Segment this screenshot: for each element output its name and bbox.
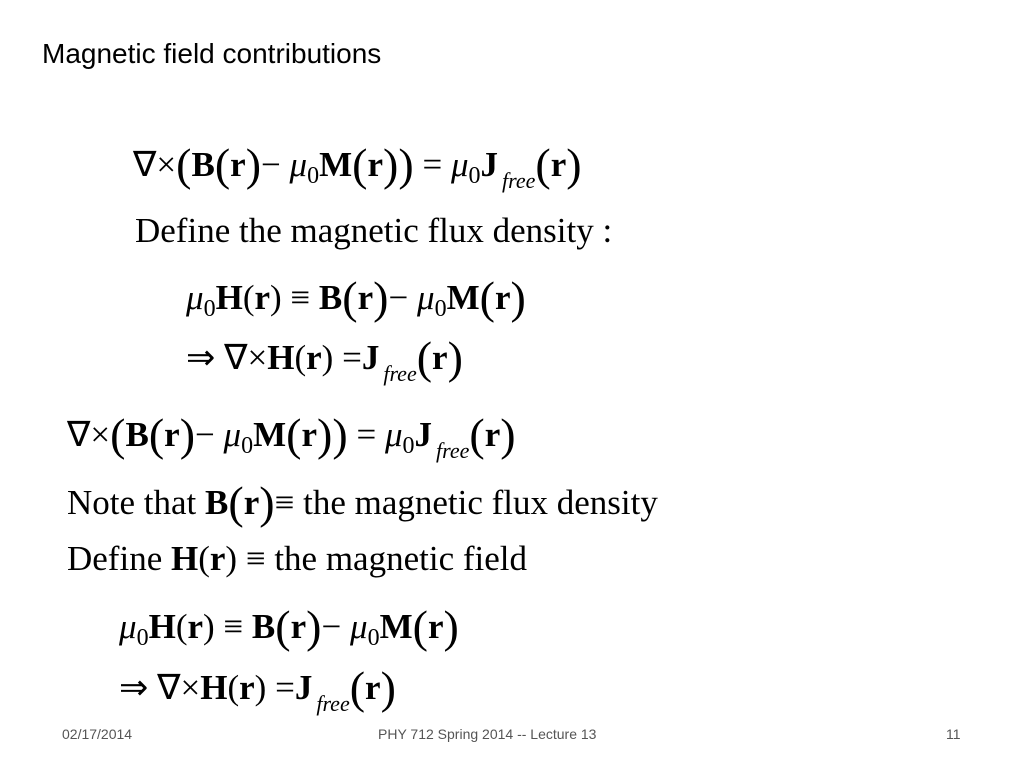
equation-curl-b-m-2: $\nabla\times(B(r)- \mu_0M(r)) = \mu_0J$ $_{free}$(r) [67,409,516,463]
flux-density-label: the magnetic flux density [303,483,658,522]
equation-h-definition-2: $\mu_0H(r) \equiv B(r)- \mu_0M(r)$ [119,601,459,652]
text-note-flux-density: Note that B(r)≡ the magnetic flux density [67,477,658,528]
note-that-label: Note that [67,483,197,522]
equation-curl-h: ⇒ ∇×H(r) =J $_{free}$(r) [186,332,463,386]
footer-page-number: 11 [946,726,961,742]
text-define-flux-density: Define the magnetic flux density : [135,211,613,250]
footer-date: 02/17/2014 [62,726,133,742]
equation-h-definition: $\mu_0H(r) \equiv B(r)- \mu_0M(r)$ [186,272,526,323]
equation-curl-b-m: $\nabla\times(B(r)- \mu_0M(r)) = \mu_0J$ $_{free}$(r) [133,139,582,193]
slide-title: Magnetic field contributions [42,38,382,69]
equation-curl-h-2: ⇒ ∇×H(r) =J $_{free}$(r) [119,662,396,716]
magnetic-field-label: the magnetic field [274,539,528,578]
footer-course: PHY 712 Spring 2014 -- Lecture 13 [378,726,597,742]
text-define-magnetic-field: Define H(r) ≡ the magnetic field [67,539,528,578]
define-label: Define [67,539,163,578]
